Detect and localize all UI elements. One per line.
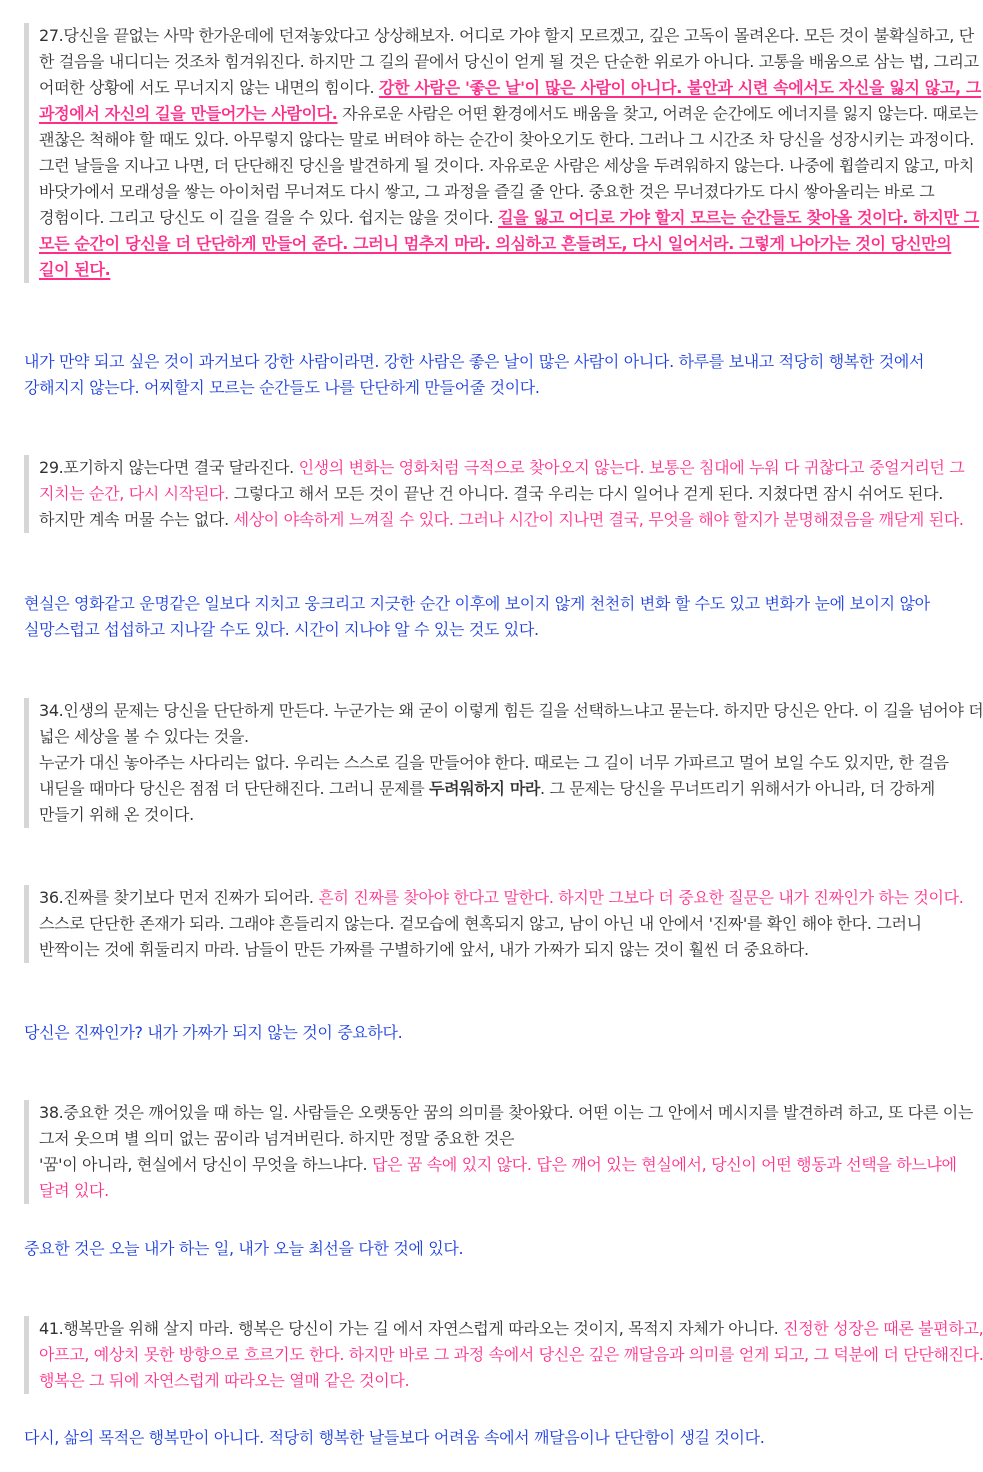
quote-paragraph xyxy=(39,698,983,750)
note-36: 당신은 진짜인가? 내가 가짜가 되지 않는 것이 중요하다. xyxy=(24,1023,403,1042)
quote-text: 27.당신을 끝없는 사막 한가운데에 던져놓았다고 상상해보자. 어디로 가야 할지 모르겠고, 깊은 고독이 몰려온다. 모든 것이 불확실하고, 단 한 걸음을 내디디는 것조차 힘겨워진다. 하지만 그 길의 끝에서 당신이 얻게 될 것은 단순한 위로가 아니다. 고통을 배움으로 삼는 법, 그리고 어떠한 상황에 서도 무너지지 않는 내면의 힘이다. xyxy=(39,26,979,97)
quote-paragraph xyxy=(39,455,983,533)
quote-text: 41.행복만을 위해 살지 마라. 행복은 당신이 가는 길 에서 자연스럽게 따라오는 것이지, 목적지 자체가 아니다. xyxy=(39,1319,784,1338)
bold-text: 두려워하지 마라 xyxy=(429,779,541,798)
highlighted-text: 인생의 변화는 영화처럼 극적으로 찾아오지 않는다. 보통은 침대에 누워 다 귀찮다고 중얼거리던 그 지치는 순간, 다시 시작된다. xyxy=(39,458,965,503)
highlighted-text: 길을 잃고 어디로 가야 할지 모르는 순간들도 찾아올 것이다. 하지만 그 모든 순간이 당신을 더 단단하게 만들어 준다. 그러니 멈추지 마라. 의심하고 흔들려도, 다시 일어서라. 그렇게 나아가는 것이 당신만의 길이 된다. xyxy=(39,208,979,279)
quote-paragraph xyxy=(39,1100,983,1152)
quote-paragraph xyxy=(39,23,983,283)
quote-text: 36.진짜를 찾기보다 먼저 진짜가 되어라. xyxy=(39,888,319,907)
quote-paragraph xyxy=(39,1152,983,1204)
highlighted-text: 흔히 진짜를 찾아야 한다고 말한다. 하지만 그보다 더 중요한 질문은 내가 진짜인가 하는 것이다. xyxy=(318,888,964,907)
note-27: 내가 만약 되고 싶은 것이 과거보다 강한 사람이라면. 강한 사람은 좋은 날이 많은 사람이 아니다. 하루를 보내고 적당히 행복한 것에서 강해지지 않는다. 어찌할지 모르는 순간들도 나를 단단하게 만들어줄 것이다. xyxy=(24,352,925,397)
quote-block-34 xyxy=(24,698,983,828)
quote-text: 그렇다고 해서 모든 것이 끝난 건 아니다. 결국 우리는 다시 일어나 걷게 된다. 지쳤다면 잠시 쉬어도 된다. 하지만 계속 머물 수는 없다. xyxy=(39,484,943,529)
quote-paragraph xyxy=(39,1316,983,1394)
quote-text: . 그 문제는 당신을 무너뜨리기 위해서가 아니라, 더 강하게 만들기 위해 온 것이다. xyxy=(39,779,935,824)
note-38: 중요한 것은 오늘 내가 하는 일, 내가 오늘 최선을 다한 것에 있다. xyxy=(24,1239,464,1258)
quote-block-36 xyxy=(24,885,983,963)
quote-text: 자유로운 사람은 어떤 환경에서도 배움을 찾고, 어려운 순간에도 에너지를 잃지 않는다. 때로는 괜찮은 척해야 할 때도 있다. 아무렇지 않다는 말로 버텨야 하는 순간이 찾아오기도 한다. 그러나 그 시간조 차 당신을 성장시키는 과정이다. 그런 날들을 지나고 나면, 더 단단해진 당신을 발견하게 될 것이다. 자유로운 사람은 세상을 두려워하지 않는다. 나중에 휩쓸리지 않고, 마치 바닷가에서 모래성을 쌓는 아이처럼 무너져도 다시 쌓고, 그 과정을 즐길 줄 안다. 중요한 것은 무너졌다가도 다시 쌓아올리는 바로 그 경험이다. 그리고 당신도 이 길을 걸을 수 있다. 쉽지는 않을 것이다. xyxy=(39,104,978,227)
highlighted-text: 세상이 야속하게 느껴질 수 있다. 그러나 시간이 지나면 결국, 무엇을 해야 할지가 분명해졌음을 깨닫게 된다. xyxy=(233,510,964,529)
quote-text: 38.중요한 것은 깨어있을 때 하는 일. 사람들은 오랫동안 꿈의 의미를 찾아왔다. 어떤 이는 그 안에서 메시지를 발견하려 하고, 또 다른 이는 그저 웃으며 별 의미 없는 꿈이라 넘겨버린다. 하지만 정말 중요한 것은 xyxy=(39,1103,973,1148)
highlighted-text: 답은 꿈 속에 있지 않다. 답은 깨어 있는 현실에서, 당신이 어떤 행동과 선택을 하느냐에 달려 있다. xyxy=(39,1155,957,1200)
quote-paragraph xyxy=(39,750,983,828)
highlighted-text: 진정한 성장은 때론 불편하고, 아프고, 예상치 못한 방향으로 흐르기도 한다. 하지만 바로 그 과정 속에서 당신은 깊은 깨달음과 의미를 얻게 되고, 그 덕분에 더 단단해진다. 행복은 그 뒤에 자연스럽게 따라오는 열매 같은 것이다. xyxy=(39,1319,983,1390)
quote-text: '꿈'이 아니라, 현실에서 당신이 무엇을 하느냐다. xyxy=(39,1155,372,1174)
note-41: 다시, 삶의 목적은 행복만이 아니다. 적당히 행복한 날들보다 어려움 속에서 깨달음이나 단단함이 생길 것이다. xyxy=(24,1428,765,1447)
quote-text: 누군가 대신 놓아주는 사다리는 없다. 우리는 스스로 길을 만들어야 한다. 때로는 그 길이 너무 가파르고 멀어 보일 수도 있지만, 한 걸음 내딛을 때마다 당신은 점점 더 단단해진다. 그러니 문제를 xyxy=(39,753,949,798)
quote-paragraph xyxy=(39,885,983,963)
quote-block-41 xyxy=(24,1316,983,1394)
quote-block-38 xyxy=(24,1100,983,1204)
quote-text: 스스로 단단한 존재가 되라. 그래야 흔들리지 않는다. 겉모습에 현혹되지 않고, 남이 아닌 내 안에서 '진짜'를 확인 해야 한다. 그러니 반짝이는 것에 휘둘리지 마라. 남들이 만든 가짜를 구별하기에 앞서, 내가 가짜가 되지 않는 것이 훨씬 더 중요하다. xyxy=(39,914,922,959)
note-29: 현실은 영화같고 운명같은 일보다 지치고 웅크리고 지긋한 순간 이후에 보이지 않게 천천히 변화 할 수도 있고 변화가 눈에 보이지 않아 실망스럽고 섭섭하고 지나갈 수도 있다. 시간이 지나야 알 수 있는 것도 있다. xyxy=(24,594,930,639)
quote-block-27 xyxy=(24,23,983,283)
quote-block-29 xyxy=(24,455,983,533)
quote-text: 34.인생의 문제는 당신을 단단하게 만든다. 누군가는 왜 굳이 이렇게 힘든 길을 선택하느냐고 묻는다. 하지만 당신은 안다. 이 길을 넘어야 더 넓은 세상을 볼 수 있다는 것을. xyxy=(39,701,983,746)
quote-text: 29.포기하지 않는다면 결국 달라진다. xyxy=(39,458,299,477)
highlighted-text: 강한 사람은 '좋은 날'이 많은 사람이 아니다. 불안과 시련 속에서도 자신을 잃지 않고, 그 과정에서 자신의 길을 만들어가는 사람이다. xyxy=(39,78,982,123)
